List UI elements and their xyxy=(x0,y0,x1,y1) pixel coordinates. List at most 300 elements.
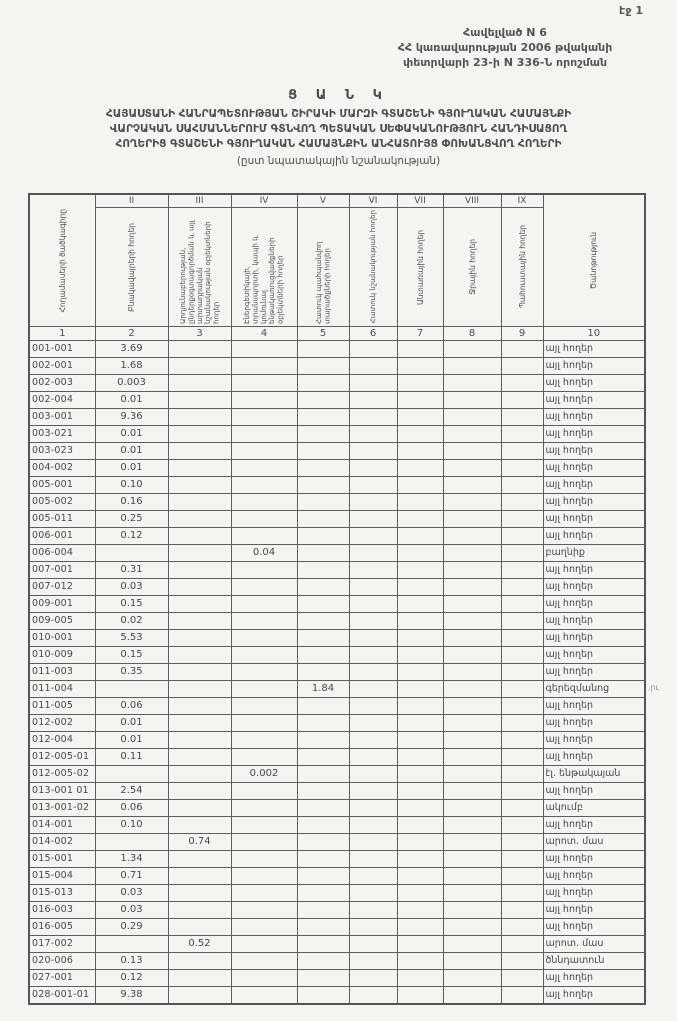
table-row xyxy=(29,936,645,953)
table-row xyxy=(29,919,645,936)
col-number-2: 2 xyxy=(95,327,168,341)
area-value-cell xyxy=(443,715,501,732)
parcel-code: 006-001 xyxy=(29,528,95,545)
table-row xyxy=(29,562,645,579)
note-cell: այլ հողեր xyxy=(543,375,645,392)
parcel-code: 013-001 01 xyxy=(29,783,95,800)
area-value-cell xyxy=(501,681,543,698)
area-value-cell xyxy=(349,715,397,732)
parcel-code: 011-005 xyxy=(29,698,95,715)
land-parcels-table xyxy=(28,193,646,1005)
area-value-cell xyxy=(349,970,397,987)
area-value-cell xyxy=(297,970,349,987)
table-row xyxy=(29,596,645,613)
parcel-code: 007-012 xyxy=(29,579,95,596)
note-cell: այլ հողեր xyxy=(543,494,645,511)
document-title xyxy=(0,88,677,167)
area-value-cell xyxy=(443,511,501,528)
table-row xyxy=(29,494,645,511)
area-value-cell xyxy=(168,460,231,477)
area-value-cell xyxy=(501,392,543,409)
parcel-code: 004-002 xyxy=(29,460,95,477)
note-cell: բաղնիք xyxy=(543,545,645,562)
area-value-cell xyxy=(231,885,297,902)
roman-numeral-II: II xyxy=(95,194,168,208)
area-value-cell xyxy=(397,851,443,868)
area-value-cell xyxy=(349,936,397,953)
parcel-code: 014-002 xyxy=(29,834,95,851)
area-value-cell xyxy=(501,545,543,562)
area-value-cell xyxy=(231,358,297,375)
col-header-water-lands: Ջրային հողեր xyxy=(443,208,501,327)
parcel-code: 003-021 xyxy=(29,426,95,443)
note-cell: այլ հողեր xyxy=(543,630,645,647)
parcel-code: 012-005-02 xyxy=(29,766,95,783)
area-value-cell xyxy=(443,630,501,647)
parcel-code: 010-001 xyxy=(29,630,95,647)
area-value-cell: 0.01 xyxy=(95,460,168,477)
area-value-cell xyxy=(397,460,443,477)
parcel-code: 014-001 xyxy=(29,817,95,834)
area-value-cell xyxy=(501,834,543,851)
area-value-cell xyxy=(297,919,349,936)
area-value-cell xyxy=(297,953,349,970)
area-value-cell xyxy=(168,375,231,392)
area-value-cell xyxy=(501,766,543,783)
area-value-cell xyxy=(297,443,349,460)
area-value-cell xyxy=(443,494,501,511)
area-value-cell xyxy=(297,375,349,392)
area-value-cell xyxy=(397,528,443,545)
area-value-cell xyxy=(168,783,231,800)
area-value-cell: 0.35 xyxy=(95,664,168,681)
parcel-code: 005-001 xyxy=(29,477,95,494)
col-number-5: 5 xyxy=(297,327,349,341)
area-value-cell xyxy=(297,817,349,834)
roman-numeral-VIII: VIII xyxy=(443,194,501,208)
area-value-cell xyxy=(349,562,397,579)
area-value-cell xyxy=(501,698,543,715)
area-value-cell xyxy=(349,613,397,630)
area-value-cell xyxy=(168,800,231,817)
note-cell: այլ հողեր xyxy=(543,919,645,936)
area-value-cell xyxy=(231,511,297,528)
parcel-code: 012-004 xyxy=(29,732,95,749)
note-cell: այլ հողեր xyxy=(543,902,645,919)
area-value-cell: 0.01 xyxy=(95,426,168,443)
area-value-cell xyxy=(397,392,443,409)
area-value-cell xyxy=(349,698,397,715)
area-value-cell xyxy=(501,477,543,494)
area-value-cell xyxy=(397,596,443,613)
area-value-cell xyxy=(297,596,349,613)
area-value-cell: 0.03 xyxy=(95,579,168,596)
area-value-cell xyxy=(349,647,397,664)
area-value-cell xyxy=(231,868,297,885)
area-value-cell xyxy=(443,545,501,562)
area-value-cell xyxy=(231,749,297,766)
area-value-cell xyxy=(349,545,397,562)
area-value-cell xyxy=(443,477,501,494)
area-value-cell xyxy=(443,613,501,630)
col-header-infrastructure-lands: Էներգետիկայի, տրանսպորտի, կապի և կոմունալ ենթակառուցվածքների օբյեկտների հողեր xyxy=(231,208,297,327)
area-value-cell xyxy=(443,749,501,766)
area-value-cell xyxy=(349,409,397,426)
area-value-cell xyxy=(443,341,501,358)
area-value-cell xyxy=(349,902,397,919)
area-value-cell xyxy=(397,936,443,953)
area-value-cell xyxy=(297,511,349,528)
area-value-cell: 0.71 xyxy=(95,868,168,885)
note-cell: այլ հողեր xyxy=(543,698,645,715)
area-value-cell xyxy=(349,885,397,902)
note-cell: այլ հողեր xyxy=(543,409,645,426)
col-number-6: 6 xyxy=(349,327,397,341)
parcel-code: 015-001 xyxy=(29,851,95,868)
area-value-cell xyxy=(349,987,397,1005)
area-value-cell xyxy=(443,426,501,443)
table-row xyxy=(29,902,645,919)
area-value-cell xyxy=(349,800,397,817)
area-value-cell xyxy=(443,851,501,868)
area-value-cell xyxy=(349,749,397,766)
area-value-cell xyxy=(443,970,501,987)
parcel-code: 005-011 xyxy=(29,511,95,528)
area-value-cell xyxy=(397,681,443,698)
area-value-cell xyxy=(349,511,397,528)
table-row xyxy=(29,341,645,358)
area-value-cell xyxy=(297,647,349,664)
area-value-cell xyxy=(231,970,297,987)
area-value-cell xyxy=(397,613,443,630)
area-value-cell xyxy=(168,426,231,443)
area-value-cell xyxy=(443,562,501,579)
area-value-cell xyxy=(397,868,443,885)
area-value-cell xyxy=(443,528,501,545)
area-value-cell xyxy=(397,732,443,749)
area-value-cell xyxy=(397,919,443,936)
area-value-cell xyxy=(297,392,349,409)
area-value-cell xyxy=(297,460,349,477)
note-cell: այլ հողեր xyxy=(543,987,645,1005)
area-value-cell xyxy=(501,749,543,766)
note-cell: այլ հողեր xyxy=(543,613,645,630)
table-row xyxy=(29,358,645,375)
area-value-cell: 9.36 xyxy=(95,409,168,426)
area-value-cell xyxy=(501,885,543,902)
area-value-cell xyxy=(397,817,443,834)
area-value-cell: 0.13 xyxy=(95,953,168,970)
area-value-cell: 0.15 xyxy=(95,596,168,613)
area-value-cell xyxy=(168,562,231,579)
parcel-code: 006-004 xyxy=(29,545,95,562)
area-value-cell xyxy=(231,783,297,800)
note-cell: այլ հողեր xyxy=(543,647,645,664)
area-value-cell xyxy=(168,817,231,834)
parcel-code: 003-001 xyxy=(29,409,95,426)
area-value-cell xyxy=(297,477,349,494)
area-value-cell xyxy=(397,511,443,528)
area-value-cell xyxy=(397,647,443,664)
area-value-cell xyxy=(297,562,349,579)
area-value-cell xyxy=(443,885,501,902)
area-value-cell xyxy=(168,902,231,919)
col-number-3: 3 xyxy=(168,327,231,341)
area-value-cell xyxy=(231,596,297,613)
area-value-cell xyxy=(95,936,168,953)
table-row xyxy=(29,579,645,596)
table-row xyxy=(29,528,645,545)
area-value-cell xyxy=(231,579,297,596)
note-cell: այլ հողեր xyxy=(543,970,645,987)
table-row xyxy=(29,732,645,749)
annex-line-1: Հավելված N 6 xyxy=(463,26,547,39)
area-value-cell xyxy=(501,868,543,885)
parcel-code: 010-009 xyxy=(29,647,95,664)
area-value-cell xyxy=(501,851,543,868)
col-header-industrial-lands: Արդյունաբերության, ընդերքօգտագործման և այլ արտադրական նշանակության օբյեկտների հողեր xyxy=(168,208,231,327)
table-row xyxy=(29,766,645,783)
area-value-cell xyxy=(349,664,397,681)
area-value-cell xyxy=(231,953,297,970)
parcel-code: 016-005 xyxy=(29,919,95,936)
table-row xyxy=(29,970,645,987)
area-value-cell xyxy=(231,460,297,477)
table-row xyxy=(29,630,645,647)
roman-numeral-IV: IV xyxy=(231,194,297,208)
area-value-cell: 1.68 xyxy=(95,358,168,375)
area-value-cell xyxy=(349,919,397,936)
parcel-code: 017-002 xyxy=(29,936,95,953)
table-row xyxy=(29,426,645,443)
area-value-cell xyxy=(501,783,543,800)
area-value-cell xyxy=(231,664,297,681)
annex-line-2: ՀՀ կառավարության 2006 թվականի xyxy=(397,40,613,54)
area-value-cell: 0.04 xyxy=(231,545,297,562)
area-value-cell xyxy=(297,409,349,426)
area-value-cell xyxy=(397,766,443,783)
area-value-cell xyxy=(443,766,501,783)
area-value-cell xyxy=(443,460,501,477)
table-row xyxy=(29,375,645,392)
area-value-cell xyxy=(231,375,297,392)
col-header-settlement-lands: Բնակավայրերի հողեր xyxy=(95,208,168,327)
area-value-cell xyxy=(443,647,501,664)
area-value-cell xyxy=(501,426,543,443)
table-row xyxy=(29,800,645,817)
area-value-cell xyxy=(397,885,443,902)
area-value-cell xyxy=(397,494,443,511)
area-value-cell: 0.01 xyxy=(95,732,168,749)
area-value-cell xyxy=(168,647,231,664)
parcel-code: 020-006 xyxy=(29,953,95,970)
area-value-cell xyxy=(501,443,543,460)
area-value-cell: 1.84 xyxy=(297,681,349,698)
area-value-cell xyxy=(349,851,397,868)
note-cell: այլ հողեր xyxy=(543,528,645,545)
area-value-cell xyxy=(349,358,397,375)
area-value-cell xyxy=(501,970,543,987)
col-number-4: 4 xyxy=(231,327,297,341)
parcel-code: 002-004 xyxy=(29,392,95,409)
area-value-cell xyxy=(501,630,543,647)
note-cell: արոտ. մաս xyxy=(543,936,645,953)
area-value-cell xyxy=(297,579,349,596)
area-value-cell xyxy=(443,868,501,885)
area-value-cell xyxy=(168,970,231,987)
table-row xyxy=(29,681,645,698)
area-value-cell: 0.10 xyxy=(95,477,168,494)
area-value-cell xyxy=(297,851,349,868)
title-line-2: ՎԱՐՉԱԿԱՆ ՍԱՀՄԱՆՆԵՐՈՒՄ ԳՏՆՎՈՂ ՊԵՏԱԿԱՆ ՍԵՓԱԿԱՆՈՒԹՅՈՒՆ ՀԱՆԴԻՍԱՑՈՂ xyxy=(109,123,568,136)
area-value-cell xyxy=(297,902,349,919)
area-value-cell xyxy=(231,477,297,494)
area-value-cell: 0.01 xyxy=(95,715,168,732)
area-value-cell: 0.03 xyxy=(95,885,168,902)
note-cell: այլ հողեր xyxy=(543,358,645,375)
area-value-cell xyxy=(349,392,397,409)
area-value-cell xyxy=(443,987,501,1005)
note-cell: այլ հողեր xyxy=(543,885,645,902)
area-value-cell xyxy=(349,579,397,596)
area-value-cell xyxy=(297,528,349,545)
table-row xyxy=(29,647,645,664)
area-value-cell xyxy=(168,715,231,732)
area-value-cell xyxy=(231,987,297,1005)
area-value-cell xyxy=(501,596,543,613)
area-value-cell xyxy=(397,664,443,681)
area-value-cell xyxy=(297,426,349,443)
note-cell: այլ հողեր xyxy=(543,868,645,885)
area-value-cell xyxy=(168,732,231,749)
area-value-cell xyxy=(349,817,397,834)
area-value-cell xyxy=(349,375,397,392)
parcel-code: 015-004 xyxy=(29,868,95,885)
note-cell: այլ հողեր xyxy=(543,477,645,494)
roman-numeral-III: III xyxy=(168,194,231,208)
area-value-cell xyxy=(168,409,231,426)
area-value-cell xyxy=(168,596,231,613)
area-value-cell xyxy=(349,341,397,358)
area-value-cell xyxy=(397,341,443,358)
area-value-cell xyxy=(501,341,543,358)
area-value-cell xyxy=(297,834,349,851)
area-value-cell xyxy=(231,409,297,426)
area-value-cell xyxy=(231,562,297,579)
parcel-code: 009-005 xyxy=(29,613,95,630)
area-value-cell xyxy=(397,715,443,732)
area-value-cell xyxy=(297,494,349,511)
col-number-7: 7 xyxy=(397,327,443,341)
area-value-cell xyxy=(168,749,231,766)
area-value-cell xyxy=(397,579,443,596)
area-value-cell xyxy=(443,579,501,596)
parcel-code: 007-001 xyxy=(29,562,95,579)
table-row xyxy=(29,715,645,732)
area-value-cell: 0.29 xyxy=(95,919,168,936)
area-value-cell xyxy=(397,970,443,987)
area-value-cell xyxy=(397,443,443,460)
col-header-forest-lands: Անտառային հողեր xyxy=(397,208,443,327)
area-value-cell: 0.16 xyxy=(95,494,168,511)
area-value-cell xyxy=(443,358,501,375)
area-value-cell xyxy=(297,766,349,783)
note-cell: այլ հողեր xyxy=(543,664,645,681)
area-value-cell xyxy=(297,800,349,817)
parcel-code: 011-004 xyxy=(29,681,95,698)
area-value-cell: 0.06 xyxy=(95,800,168,817)
area-value-cell xyxy=(397,800,443,817)
area-value-cell xyxy=(168,392,231,409)
area-value-cell xyxy=(95,766,168,783)
parcel-code: 005-002 xyxy=(29,494,95,511)
table-row xyxy=(29,953,645,970)
area-value-cell xyxy=(95,834,168,851)
col-header-parcel-code: Հողամասերի ծածկագիրը xyxy=(29,194,95,327)
roman-numeral-VI: VI xyxy=(349,194,397,208)
area-value-cell xyxy=(168,919,231,936)
area-value-cell xyxy=(501,494,543,511)
area-value-cell xyxy=(397,749,443,766)
area-value-cell xyxy=(501,460,543,477)
area-value-cell xyxy=(501,579,543,596)
area-value-cell xyxy=(231,613,297,630)
area-value-cell xyxy=(297,936,349,953)
area-value-cell xyxy=(231,834,297,851)
area-value-cell xyxy=(397,545,443,562)
area-value-cell xyxy=(349,426,397,443)
note-cell: այլ հողեր xyxy=(543,443,645,460)
area-value-cell xyxy=(168,528,231,545)
col-number-8: 8 xyxy=(443,327,501,341)
area-value-cell xyxy=(397,987,443,1005)
table-row xyxy=(29,698,645,715)
area-value-cell xyxy=(168,630,231,647)
parcel-code: 011-003 xyxy=(29,664,95,681)
area-value-cell xyxy=(397,409,443,426)
area-value-cell xyxy=(501,800,543,817)
area-value-cell xyxy=(297,783,349,800)
area-value-cell: 0.02 xyxy=(95,613,168,630)
area-value-cell xyxy=(397,562,443,579)
note-cell: այլ հողեր xyxy=(543,562,645,579)
area-value-cell xyxy=(501,409,543,426)
area-value-cell xyxy=(501,817,543,834)
area-value-cell xyxy=(501,953,543,970)
area-value-cell xyxy=(443,783,501,800)
area-value-cell xyxy=(297,732,349,749)
col-number-1: 1 xyxy=(29,327,95,341)
roman-numeral-IX: IX xyxy=(501,194,543,208)
area-value-cell xyxy=(168,358,231,375)
area-value-cell xyxy=(168,545,231,562)
area-value-cell xyxy=(397,834,443,851)
area-value-cell xyxy=(501,647,543,664)
area-value-cell: 0.31 xyxy=(95,562,168,579)
area-value-cell: 0.15 xyxy=(95,647,168,664)
area-value-cell xyxy=(231,902,297,919)
roman-numeral-V: V xyxy=(297,194,349,208)
area-value-cell xyxy=(443,919,501,936)
area-value-cell xyxy=(297,545,349,562)
area-value-cell xyxy=(231,919,297,936)
area-value-cell xyxy=(397,358,443,375)
area-value-cell xyxy=(349,528,397,545)
area-value-cell xyxy=(443,800,501,817)
area-value-cell: 0.01 xyxy=(95,443,168,460)
area-value-cell xyxy=(297,749,349,766)
parcel-code: 013-001-02 xyxy=(29,800,95,817)
